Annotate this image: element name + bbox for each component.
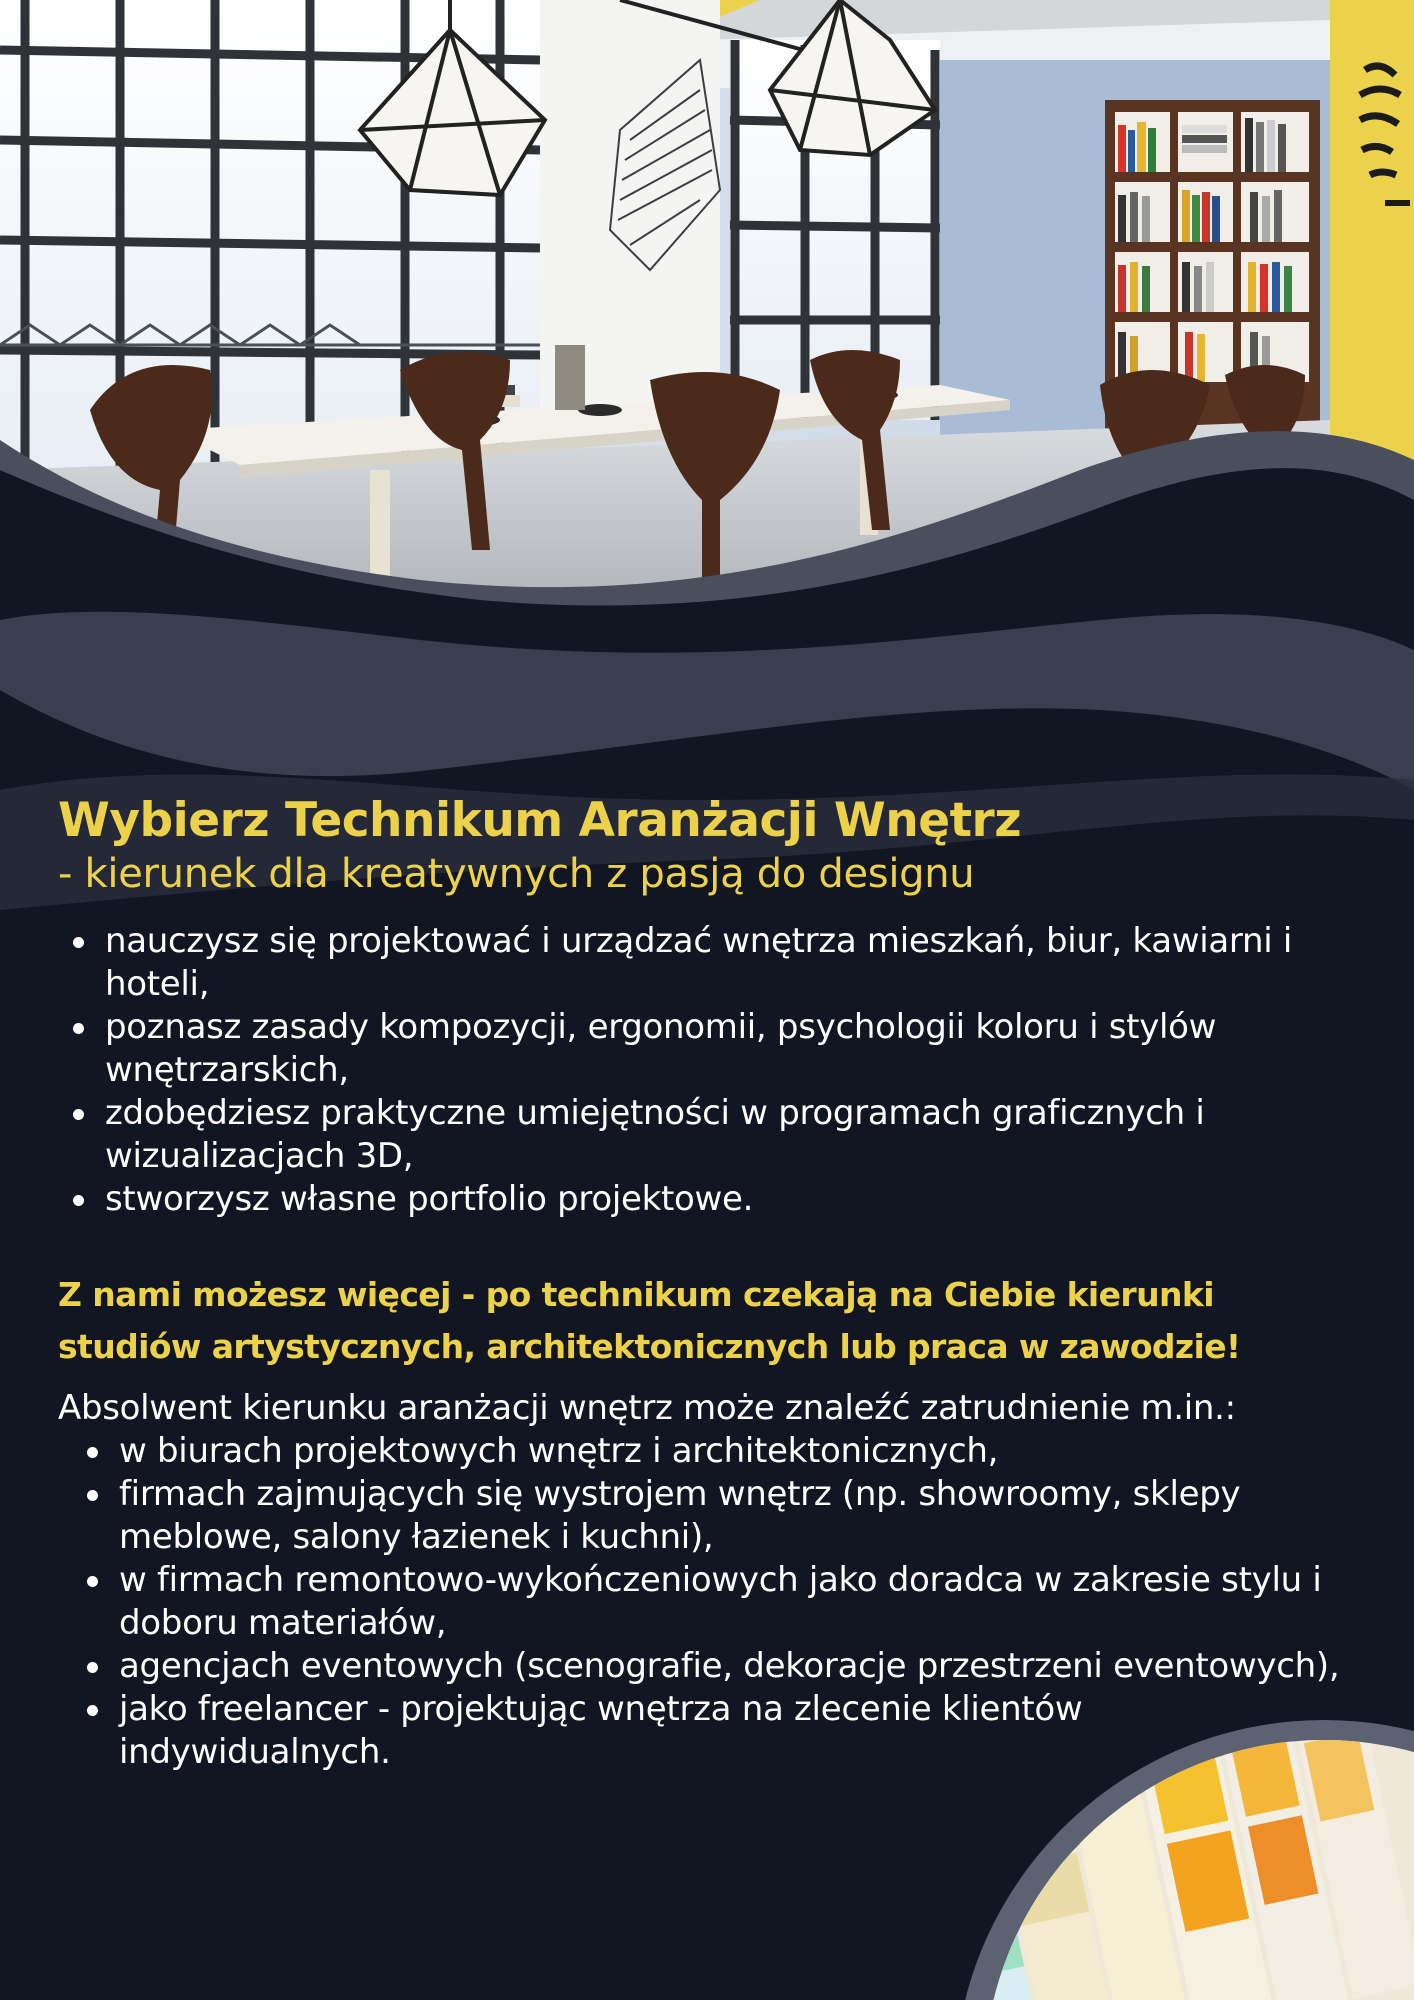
list-item: poznasz zasady kompozycji, ergonomii, psychologii koloru i stylów wnętrzarskich, [58, 1006, 1358, 1092]
page-subtitle: - kierunek dla kreatywnych z pasją do designu [58, 851, 975, 897]
list-item: stworzysz własne portfolio projektowe. [58, 1178, 1358, 1221]
list-item: w biurach projektowych wnętrz i architektonicznych, [58, 1430, 1358, 1473]
list-item: jako freelancer - projektując wnętrza na zlecenie klientów indywidualnych. [58, 1688, 1358, 1774]
color-swatches-image [854, 1720, 1414, 2000]
list-item: firmach zajmujących się wystrojem wnętrz (np. showroomy, sklepy meblowe, salony łazienek i kuchni), [58, 1473, 1358, 1559]
main-content [58, 792, 1358, 1774]
list-item: zdobędziesz praktyczne umiejętności w programach graficznych i wizualizacjach 3D, [58, 1092, 1358, 1178]
careers-intro: Absolwent kierunku aranżacji wnętrz może znaleźć zatrudnienie m.in.: [58, 1388, 1236, 1428]
list-item: agencjach eventowych (scenografie, dekoracje przestrzeni eventowych), [58, 1645, 1358, 1688]
list-item: nauczysz się projektować i urządzać wnętrza mieszkań, biur, kawiarni i hoteli, [58, 920, 1358, 1006]
benefits-list [58, 920, 1358, 1221]
page-title: Wybierz Technikum Aranżacji Wnętrz [58, 793, 1022, 848]
promo-text: Z nami możesz więcej - po technikum czekają na Ciebie kierunki studiów artystycznych, architektonicznych lub praca w zawodzie! [58, 1275, 1241, 1366]
hero-interior-image [0, 0, 1414, 800]
list-item: w firmach remontowo-wykończeniowych jako doradca w zakresie stylu i doboru materiałów, [58, 1559, 1358, 1645]
